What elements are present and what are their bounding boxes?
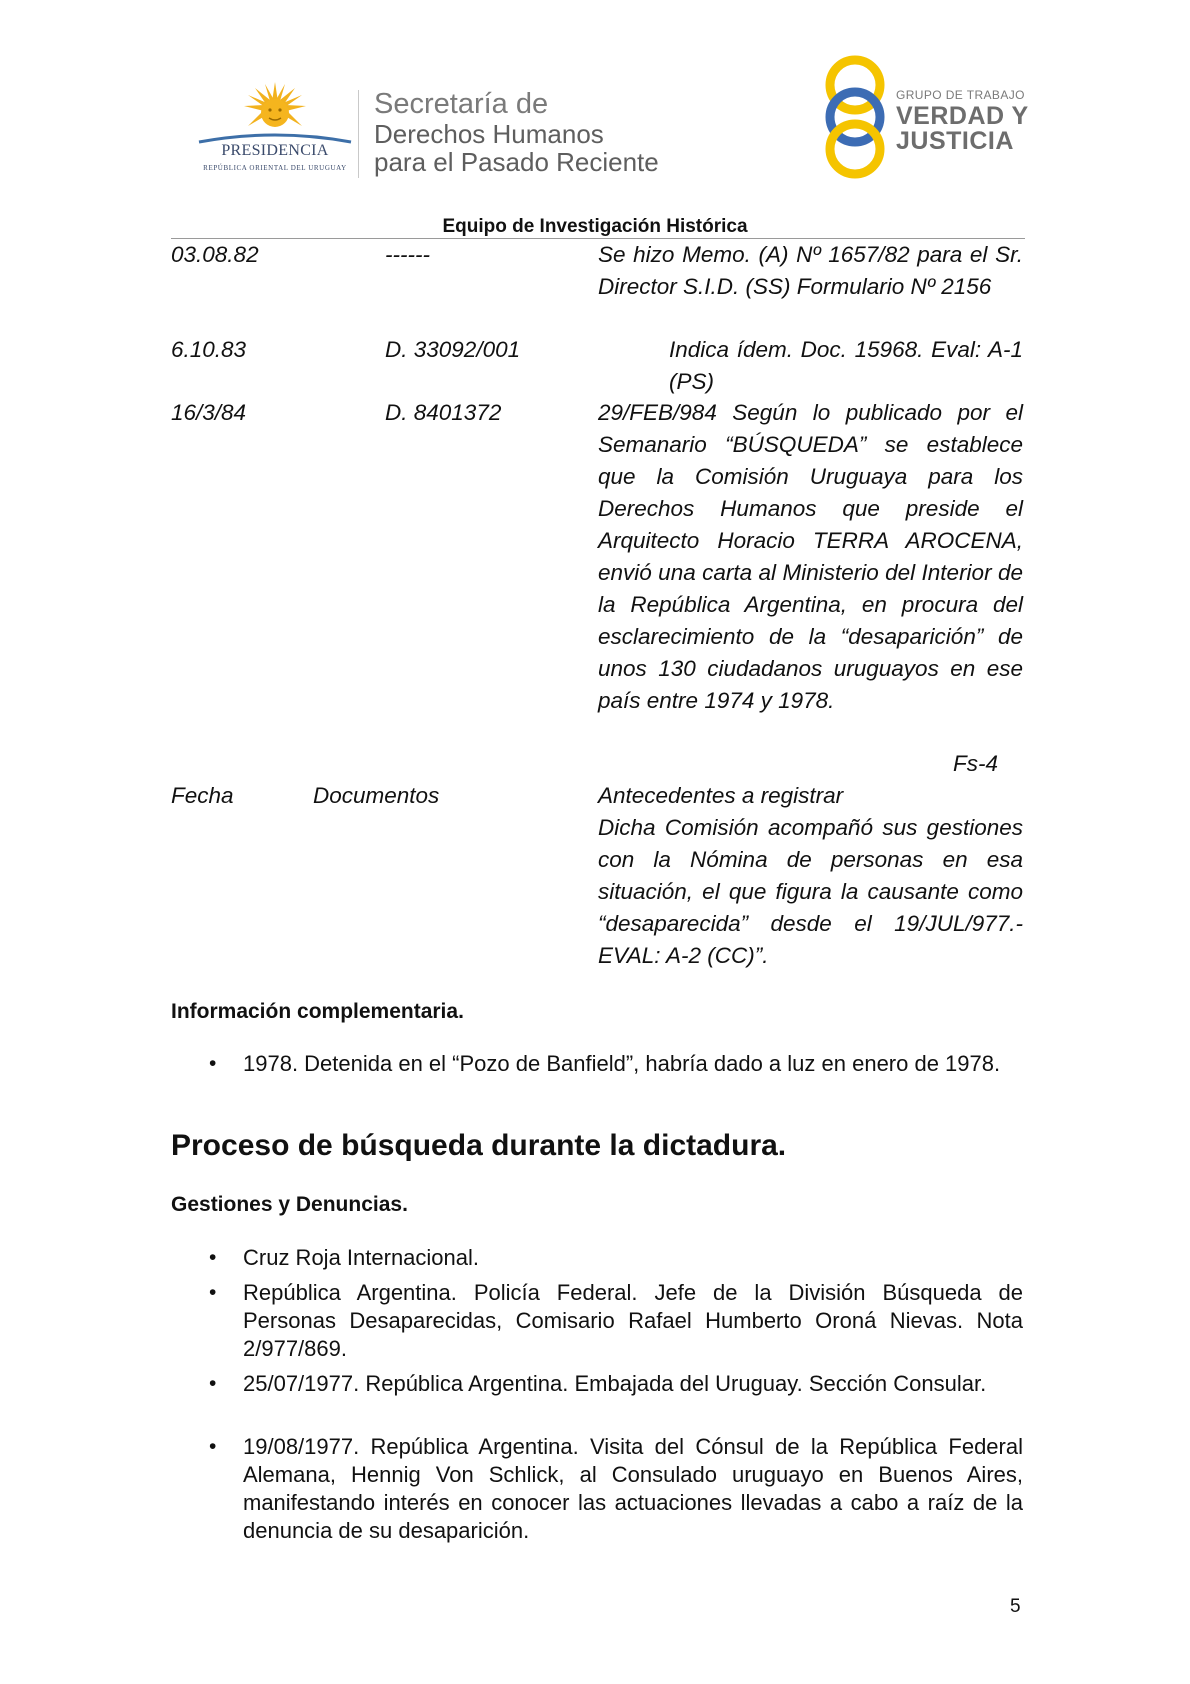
page-number: 5 — [1010, 1596, 1021, 1617]
info-heading: Información complementaria. — [171, 1000, 464, 1023]
gestiones-item: 25/07/1977. República Argentina. Embajada del Uruguay. Sección Consular. — [243, 1371, 987, 1396]
folio-number: Fs-4 — [953, 751, 998, 776]
grupo-label: GRUPO DE TRABAJO — [896, 88, 1025, 102]
interlocked-rings-icon — [820, 55, 890, 180]
row3-fecha: 16/3/84 — [171, 400, 247, 425]
row2-documento: D. 33092/001 — [385, 337, 521, 362]
row1-antecedentes: Se hizo Memo. (A) Nº 1657/82 para el Sr. Director S.I.D. (SS) Formulario Nº 2156 — [598, 242, 1023, 299]
col-header-documentos: Documentos — [313, 783, 440, 808]
continuation-text: Dicha Comisión acompañó sus gestiones con la Nómina de personas en esa situación, el que figura la causante como “desaparecida” desde el 19/JUL/977.- EVAL: A-2 (CC)”. — [598, 815, 1023, 968]
gestiones-bullet: • — [209, 1246, 217, 1269]
row1-documento: ------ — [385, 242, 430, 267]
secretaria-line-2: Derechos Humanos — [374, 119, 604, 149]
presidencia-name: PRESIDENCIA — [221, 142, 329, 159]
col-header-fecha: Fecha — [171, 783, 234, 808]
gestiones-item: República Argentina. Policía Federal. Jefe de la División Búsqueda de Personas Desaparecidas, Comisario Rafael Humberto Oroná Nievas. Nota 2/977/869. — [243, 1280, 1023, 1361]
proceso-heading: Proceso de búsqueda durante la dictadura. — [171, 1129, 787, 1162]
gestiones-bullet: • — [209, 1435, 217, 1458]
row1-fecha: 03.08.82 — [171, 242, 259, 267]
row2-fecha: 6.10.83 — [171, 337, 247, 362]
grupo-title-line-1: VERDAD Y — [896, 102, 1029, 130]
row3-documento: D. 8401372 — [385, 400, 502, 425]
gestiones-heading: Gestiones y Denuncias. — [171, 1193, 408, 1216]
info-bullet: • — [209, 1052, 217, 1075]
secretaria-logo-text — [374, 88, 659, 176]
secretaria-line-3: para el Pasado Reciente — [374, 147, 659, 177]
team-title: Equipo de Investigación Histórica — [442, 216, 748, 237]
verdad-justicia-logo — [820, 55, 1030, 180]
gestiones-bullet: • — [209, 1372, 217, 1395]
presidencia-logo — [195, 80, 355, 180]
gestiones-bullet: • — [209, 1281, 217, 1304]
info-item: 1978. Detenida en el “Pozo de Banfield”, habría dado a luz en enero de 1978. — [243, 1051, 1001, 1076]
secretaria-line-1: Secretaría de — [374, 88, 549, 120]
gestiones-item: 19/08/1977. República Argentina. Visita del Cónsul de la República Federal Alemana, Hennig Von Schlick, al Consulado uruguayo en Buenos Aires, manifestando interés en conocer las actuaciones llevadas a cabo a raíz de la denuncia de su desaparición. — [243, 1434, 1023, 1543]
grupo-title-line-2: JUSTICIA — [896, 127, 1014, 155]
row2-antecedentes: Indica ídem. Doc. 15968. Eval: A-1 (PS) — [669, 337, 1023, 394]
col-header-antecedentes: Antecedentes a registrar — [598, 783, 844, 808]
presidencia-subtitle: REPÚBLICA ORIENTAL DEL URUGUAY — [203, 164, 347, 172]
header-divider — [358, 90, 359, 178]
gestiones-item: Cruz Roja Internacional. — [243, 1245, 480, 1270]
row3-antecedentes: 29/FEB/984 Según lo publicado por el Semanario “BÚSQUEDA” se establece que la Comisión Uruguaya para los Derechos Humanos que preside el Arquitecto Horacio TERRA AROCENA, envió una carta al Ministerio del Interior de la República Argentina, en procura del esclarecimiento de la “desaparición” de unos 130 ciudadanos uruguayos en ese país entre 1974 y 1978. — [598, 400, 1023, 713]
